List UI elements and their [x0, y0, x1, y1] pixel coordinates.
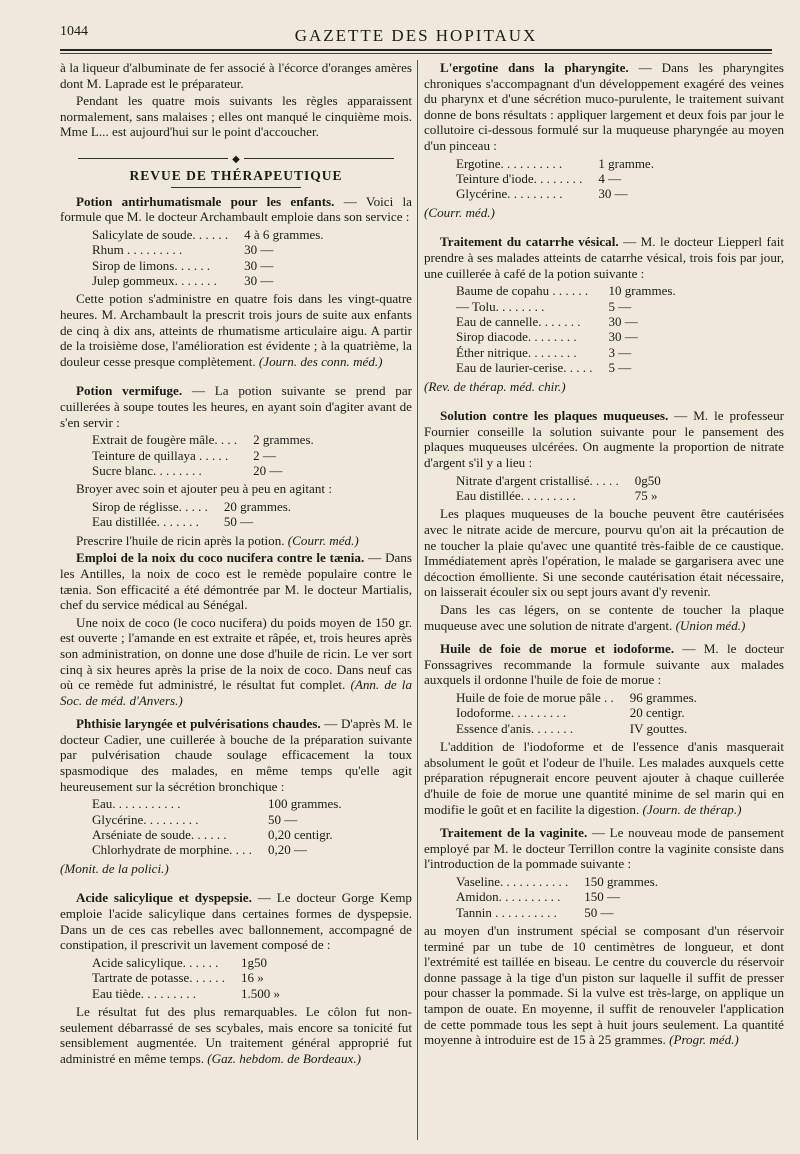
- formula-row: Baume de copahu . . . . . . 10 grammes.: [456, 283, 676, 299]
- formula-row: Sirop de limons. . . . . . 30 —: [92, 257, 274, 273]
- formula-row: Eau de cannelle. . . . . . . 30 —: [456, 313, 638, 329]
- formula-table: [90, 955, 282, 1001]
- formula-table: [90, 499, 293, 530]
- formula-row: Glycérine. . . . . . . . . 50 —: [92, 811, 298, 827]
- article-title: Solution contre les plaques muqueuses.: [440, 408, 669, 424]
- article-title: Acide salicylique et dyspepsie.: [76, 890, 252, 906]
- formula-row: Amidon. . . . . . . . . . 150 —: [456, 889, 621, 905]
- article-ergotine: L'ergotine dans la pharyngite. — Dans les pharyngites chroniques s'accompagnant d'un développement exagéré des veines du pharynx et d'une sécrétion muco-purulente, le traitement suivant donne de bons résultats : appliquer largement et deux fois par jour le collutoire ci-dessous formulé sur la muqueuse pharyngée au moyen d'un pinceau :: [424, 60, 784, 153]
- formula-table: [454, 690, 699, 736]
- source-citation: (Progr. méd.): [669, 1032, 739, 1048]
- article-plaques: Solution contre les plaques muqueuses. — M. le professeur Fournier conseille la solution suivante pour le pansement des plaques muqueuses ulcérées. On augmente la proportion de nitrate d'argent s'il y a lieu :: [424, 408, 785, 470]
- formula-row: Eau de laurier-cerise. . . . . 5 —: [456, 360, 632, 376]
- column-divider: [417, 60, 418, 1140]
- article-catarrhe: Traitement du catarrhe vésical. — M. le docteur Liepperl fait prendre à ses malades atteints de catarrhe vésical, trois fois par jour, une cuillerée à café de la potion suivante :: [424, 234, 784, 281]
- intro-paragraph: à la liqueur d'albuminate de fer associé à l'écorce d'oranges amères dont M. Laprade est le préparateur.: [60, 60, 412, 91]
- article-potion-vermifuge: Potion vermifuge. — La potion suivante se prend par cuillerées à soupe toutes les heures, en ayant soin d'agiter avant de s'en servir :: [60, 383, 412, 430]
- formula-row: Sirop diacode. . . . . . . . 30 —: [456, 329, 638, 345]
- header-rule-thin: [60, 53, 772, 54]
- article-acide: Acide salicylique et dyspepsie. — Le docteur Gorge Kemp emploie l'acide salicylique dans certaines formes de dyspepsie. Dans un de ces cas rebelles avec ballonnement, accompagné de constipation, il prescrivit un lavement composé de :: [60, 890, 412, 953]
- article-title: Potion vermifuge.: [76, 383, 183, 399]
- source-citation: (Monit. de la polici.): [60, 860, 169, 876]
- formula-row: Eau. . . . . . . . . . . 100 grammes.: [92, 796, 342, 812]
- formula-table: [90, 227, 326, 289]
- header-rule: [60, 49, 772, 51]
- source-citation: (Journ. des conn. méd.): [258, 353, 383, 369]
- formula-row: Huile de foie de morue pâle . . 96 grammes.: [456, 689, 697, 705]
- article-title: L'ergotine dans la pharyngite.: [440, 60, 629, 75]
- formula-table: [90, 432, 316, 478]
- article-phthisie: Phthisie laryngée et pulvérisations chaudes. — D'après M. le docteur Cadier, une cuillerée à bouche de la préparation suivante par pulvérisation chaude soulage efficacement la toux spasmodique des malades, en même temps qu'elle agit heureusement sur la sécrétion bronchique :: [60, 716, 413, 794]
- formula-row: Teinture d'iode. . . . . . . . 4 —: [456, 170, 622, 186]
- article-body: au moyen d'un instrument spécial se composant d'un réservoir terminé par un tube de 10 centimètres de longueur, et dont l'extrémité est taillée en biseau. Le centre du couvercle du réservoir donne passage à la tige d'un piston sur laquelle il suffit de presser pour chasser la pommade. Si la vulve est très-large, on applique un tampon de ouate. En moyenne, il suffit de renouveler l'application de cette pommade tous les sept à huit jours seulement. La quantité moyenne à introduire est de 15 à 25 grammes. (Progr. méd.): [424, 923, 784, 1048]
- source-citation: (Journ. de thérap.): [642, 801, 742, 817]
- article-body: Une noix de coco (le coco nucifera) du poids moyen de 150 gr. est ouverte ; l'amande en est extraite et râpée, et, trois heures après son administration, on donne une dose d'huile de ricin. Le ver sort cinq à six heures après la prise de la noix de coco. Dans neuf cas où ce remède fut administré, le résultat fut complet. (Ann. de la Soc. de méd. d'Anvers.): [60, 614, 412, 708]
- article-body: L'addition de l'iodoforme et de l'essence d'anis masquerait absolument le goût et l'odeur de l'huile. Les malades auxquels cette préparation répugnerait encore peuvent ajouter à chaque cuillerée d'huile de foie de morue une quantité minime de sel marin qui en modifie le goût et en facilite la digestion. (Journ. de thérap.): [424, 739, 784, 817]
- source-citation: (Union méd.): [675, 617, 746, 633]
- formula-table: [454, 283, 678, 375]
- formula-row: Chlorhydrate de morphine. . . . 0,20 —: [92, 842, 307, 858]
- formula-row: Extrait de fougère mâle. . . . 2 grammes.: [92, 432, 314, 448]
- article-vaginite: Traitement de la vaginite. — Le nouveau mode de pansement employé par M. le docteur Terrillon contre la vaginite consiste dans l'introduction de la pommade suivante :: [424, 825, 784, 872]
- formula-table: [454, 874, 660, 920]
- formula-row: Rhum . . . . . . . . . 30 —: [92, 242, 274, 258]
- page-header: [60, 24, 772, 50]
- right-column: [424, 60, 784, 1050]
- formula-row: Ergotine. . . . . . . . . . 1 gramme.: [456, 155, 654, 171]
- formula-row: Eau tiède. . . . . . . . . 1.500 »: [92, 985, 281, 1001]
- formula-row: Salicylate de soude. . . . . . 4 à 6 grammes.: [92, 226, 324, 242]
- article-potion-antirhum: Potion antirhumatismale pour les enfants. — Voici la formule que M. le docteur Archambault emploie dans son service :: [60, 193, 412, 225]
- formula-row: Tartrate de potasse. . . . . . 16 »: [92, 970, 264, 986]
- article-title: Potion antirhumatismale pour les enfants.: [76, 193, 335, 209]
- source-citation: (Ann. de la Soc. de méd. d'Anvers.): [60, 677, 412, 708]
- formula-row: Tannin . . . . . . . . . . 50 —: [456, 904, 614, 920]
- section-title: REVUE DE THÉRAPEUTIQUE: [129, 167, 343, 183]
- formula-row: Vaseline. . . . . . . . . . . 150 grammes.: [456, 873, 658, 889]
- formula-table: [454, 156, 656, 202]
- article-body: Dans les cas légers, on se contente de toucher la plaque muqueuse avec une solution de nitrate d'argent. (Union méd.): [424, 601, 784, 633]
- ornament-divider: ◆: [60, 150, 412, 160]
- formula-row: Sucre blanc. . . . . . . . 20 —: [92, 462, 283, 478]
- journal-title: GAZETTE DES HOPITAUX: [294, 26, 538, 45]
- formula-row: Iodoforme. . . . . . . . . 20 centigr.: [456, 705, 685, 721]
- left-column: [60, 60, 412, 1068]
- formula-row: Nitrate d'argent cristallisé. . . . . 0g50: [456, 472, 661, 488]
- article-coco: Emploi de la noix du coco nucifera contre le tænia. — Dans les Antilles, la noix de coco est le remède populaire contre le tænia. Son efficacité a été démontrée par M. le docteur Martialis, chef du service médical au Sénégal.: [60, 550, 412, 613]
- formula-row: Essence d'anis. . . . . . . IV gouttes.: [456, 720, 688, 736]
- section-rule: [171, 187, 301, 188]
- article-title: Phthisie laryngée et pulvérisations chaudes.: [76, 716, 321, 732]
- formula-row: Julep gommeux. . . . . . . 30 —: [92, 272, 274, 288]
- article-body: Cette potion s'administre en quatre fois dans les vingt-quatre heures. M. Archambault la prescrit trois jours de suite aux enfants de cinq à dix ans, atteints de rhumatisme articulaire aigu. A partir de la troisième dose, l'amélioration est évidente ; à la quatrième, la douleur cesse presque complètement. (Journ. des conn. méd.): [60, 291, 412, 369]
- formula-table: [454, 473, 663, 504]
- formula-row: Sirop de réglisse. . . . . 20 grammes.: [92, 498, 292, 514]
- source-citation: (Rev. de thérap. méd. chir.): [424, 378, 566, 394]
- formula-row: Arséniate de soude. . . . . . 0,20 centigr.: [92, 827, 333, 843]
- source-citation: (Courr. méd.): [424, 204, 495, 220]
- article-title: Emploi de la noix du coco nucifera contre le tænia.: [76, 550, 365, 566]
- formula-row: Éther nitrique. . . . . . . . 3 —: [456, 344, 632, 360]
- article-body: Le résultat fut des plus remarquables. Le côlon fut non-seulement débarrassé de ses scybales, mais encore sa tonicité fut sensiblement augmentée. Un traitement général approprié fut administré en même temps. (Gaz. hebdom. de Bordeaux.): [60, 1004, 412, 1066]
- article-body: Les plaques muqueuses de la bouche peuvent être cautérisées avec le nitrate acide de mercure, pourvu qu'on ait la précaution de ne toucher la plaie qu'avec une quantité très-faible de ce caustique. Immédiatement après l'opération, le malade se gargarisera avec une décoction émolliente. Si une seconde cautérisation était nécessaire, on laisserait écouler six ou sept jours avant d'y revenir.: [424, 506, 784, 600]
- formula-row: — Tolu. . . . . . . . 5 —: [456, 298, 632, 314]
- article-title: Traitement de la vaginite.: [440, 825, 588, 841]
- source-citation: (Gaz. hebdom. de Bordeaux.): [207, 1050, 361, 1066]
- intro-paragraph-2: Pendant les quatre mois suivants les règles apparaissent normalement, sans malaises ; elles ont manqué le cinquième mois. Mme L... est aujourd'hui sur le point d'accoucher.: [60, 93, 412, 140]
- formula-row: Glycérine. . . . . . . . . 30 —: [456, 186, 628, 202]
- formula-row: Eau distillée. . . . . . . . . 75 »: [456, 487, 658, 503]
- article-body: Prescrire l'huile de ricin après la potion. (Courr. méd.): [76, 532, 359, 548]
- source-citation: (Courr. méd.): [287, 532, 359, 548]
- article-huile: Huile de foie de morue et iodoforme. — M. le docteur Fonssagrives recommande la formule suivante aux malades auxquels il ordonne l'huile de foie de morue :: [424, 641, 784, 688]
- article-title: Traitement du catarrhe vésical.: [440, 234, 619, 250]
- article-body: Broyer avec soin et ajouter peu à peu en agitant :: [76, 481, 332, 497]
- formula-row: Eau distillée. . . . . . . 50 —: [92, 514, 254, 530]
- page-number: 1044: [60, 24, 88, 39]
- formula-table: [90, 796, 344, 858]
- article-title: Huile de foie de morue et iodoforme.: [440, 641, 675, 657]
- formula-row: Teinture de quillaya . . . . . 2 —: [92, 447, 276, 463]
- formula-row: Acide salicylique. . . . . . 1g50: [92, 954, 268, 970]
